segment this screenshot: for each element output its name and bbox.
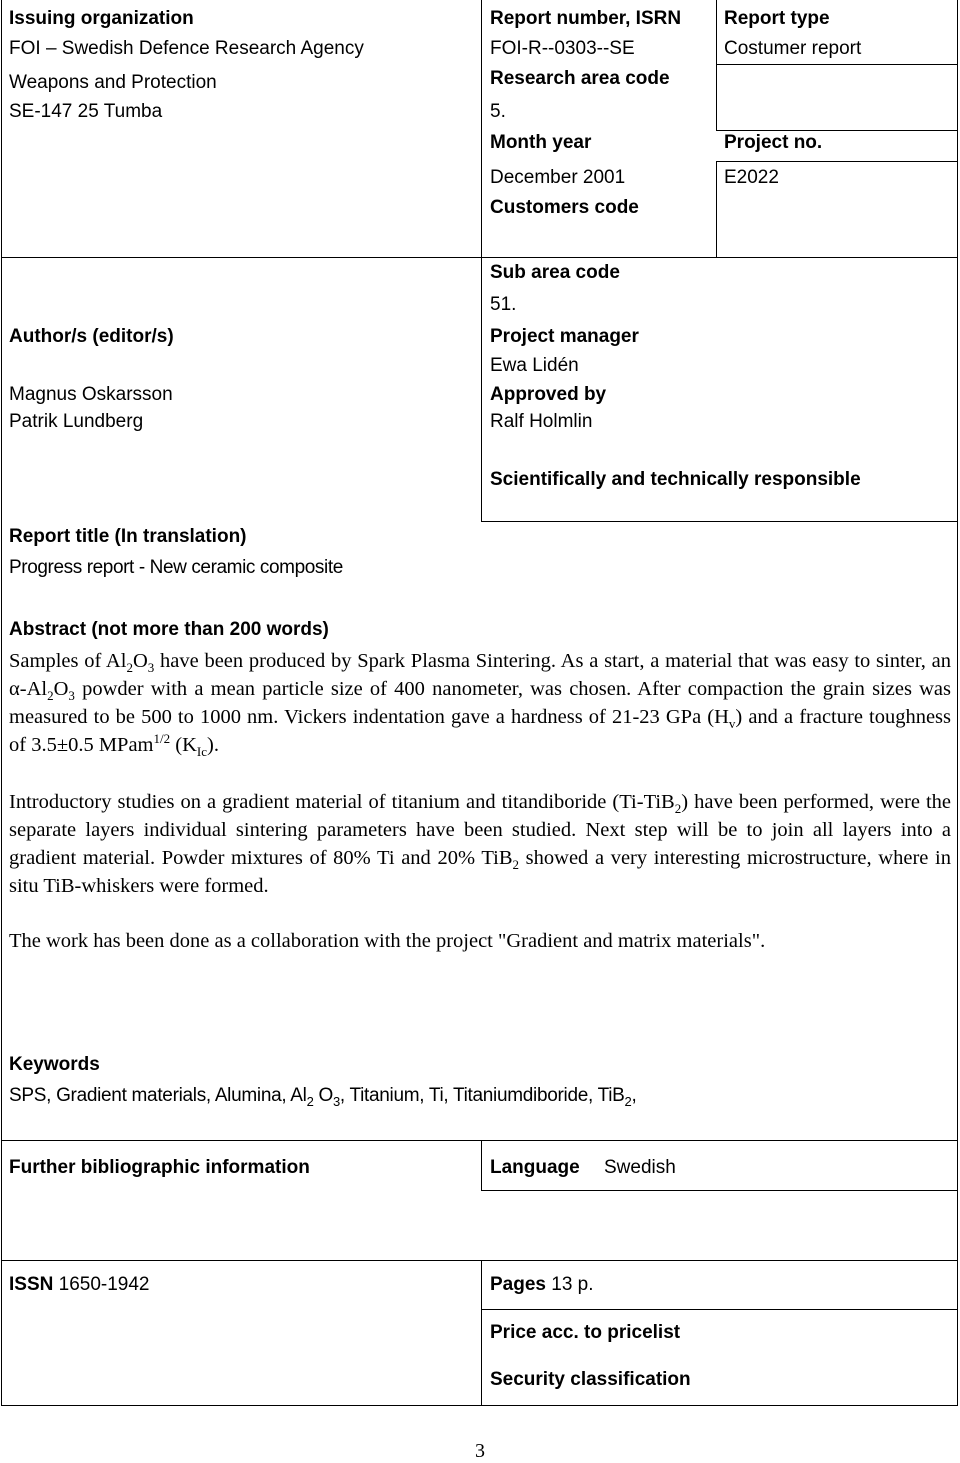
price-label: Price acc. to pricelist	[490, 1322, 681, 1343]
divider-language	[481, 1140, 482, 1190]
language-value: Swedish	[604, 1157, 676, 1178]
project-manager-value: Ewa Lidén	[490, 355, 579, 376]
approved-by-value: Ralf Holmlin	[490, 411, 593, 432]
issn-label: ISSN	[9, 1274, 54, 1295]
project-no-value: E2022	[724, 167, 779, 188]
report-number-label: Report number, ISRN	[490, 8, 682, 29]
border-left	[1, 0, 2, 1405]
keywords-label: Keywords	[9, 1054, 100, 1075]
border-bottom	[1, 1405, 958, 1406]
abstract-paragraph-2: Introductory studies on a gradient material of titanium and titandiboride (Ti-TiB$_2$) have been performed, were the separate layers individual sintering parameters have been studied. Next step will be to join all layers into a gradient material. Powder mixtures of 80% Ti and 20% TiB$_2$ showed a very interesting microstructure, where in situ TiB-whiskers were formed.	[9, 791, 951, 897]
keywords-value: SPS, Gradient materials, Alumina, $Al_2$ $O_3$, Titanium, Ti, Titaniumdiboride, TiB$_2$,	[9, 1085, 637, 1109]
approved-by-label: Approved by	[490, 384, 607, 405]
author-1: Magnus Oskarsson	[9, 384, 173, 405]
pages-label: Pages	[490, 1274, 546, 1295]
rule-scientific	[481, 521, 958, 522]
research-area-value: 5.	[490, 101, 506, 122]
rule-pages	[481, 1309, 958, 1310]
report-number-value: FOI-R--0303--SE	[490, 38, 635, 59]
author-2: Patrik Lundberg	[9, 411, 144, 432]
sub-area-label: Sub area code	[490, 262, 620, 283]
rule-project-top	[716, 130, 958, 131]
report-title-label: Report title (In translation)	[9, 526, 247, 547]
page-number: 3	[475, 1440, 485, 1462]
report-type-label: Report type	[724, 8, 830, 29]
customers-code-label: Customers code	[490, 197, 639, 218]
rule-language	[481, 1190, 958, 1191]
pages-field	[490, 1274, 594, 1296]
further-info-label: Further bibliographic information	[9, 1157, 310, 1178]
divider-issn	[481, 1260, 482, 1405]
rule-project-bottom	[716, 161, 958, 162]
language-label: Language	[490, 1157, 580, 1178]
issuing-org-line1: FOI – Swedish Defence Research Agency	[9, 38, 364, 59]
border-right	[957, 0, 958, 1405]
issn-field	[9, 1274, 150, 1296]
abstract-paragraph-3: The work has been done as a collaboration with the project "Gradient and matrix materials".	[9, 930, 766, 952]
issuing-org-line2: Weapons and Protection	[9, 72, 217, 93]
sub-area-value: 51.	[490, 294, 517, 315]
rule-author-top	[1, 257, 958, 258]
issn-value: 1650-1942	[58, 1274, 150, 1295]
month-year-value: December 2001	[490, 167, 626, 188]
scientific-responsible-label: Scientifically and technically responsible	[490, 469, 861, 490]
report-title-value: Progress report - New ceramic composite	[9, 557, 343, 578]
abstract-paragraph-1: Samples of $Al_2O_3$ have been produced by Spark Plasma Sintering. As a start, a material that was easy to sinter, an $\alpha-Al_2O_3$ powder with a mean particle size of 400 nanometer, was chosen. After compaction the grain sizes was measured to be 500 to 1000 nm. Vickers indentation gave a hardness of 21-23 GPa $(H_v)$ and a fracture toughness of 3.5±0.5 MPam$^{1/2}$ $(K_{Ic})$.	[9, 650, 951, 760]
abstract-label: Abstract (not more than 200 words)	[9, 619, 329, 640]
project-manager-label: Project manager	[490, 326, 639, 347]
issuing-org-line3: SE-147 25 Tumba	[9, 101, 163, 122]
rule-further	[1, 1140, 958, 1141]
author-label: Author/s (editor/s)	[9, 326, 174, 347]
project-no-label: Project no.	[724, 132, 823, 153]
month-year-label: Month year	[490, 132, 592, 153]
report-type-value: Costumer report	[724, 38, 862, 59]
rule-issn	[1, 1260, 958, 1261]
divider-col2-top	[716, 0, 717, 130]
issuing-org-label: Issuing organization	[9, 8, 194, 29]
security-classification-label: Security classification	[490, 1369, 691, 1390]
pages-value: 13 p.	[551, 1274, 594, 1295]
divider-col2-mid	[716, 161, 717, 257]
research-area-label: Research area code	[490, 68, 670, 89]
rule-report-type	[716, 64, 958, 65]
divider-col1	[481, 0, 482, 521]
